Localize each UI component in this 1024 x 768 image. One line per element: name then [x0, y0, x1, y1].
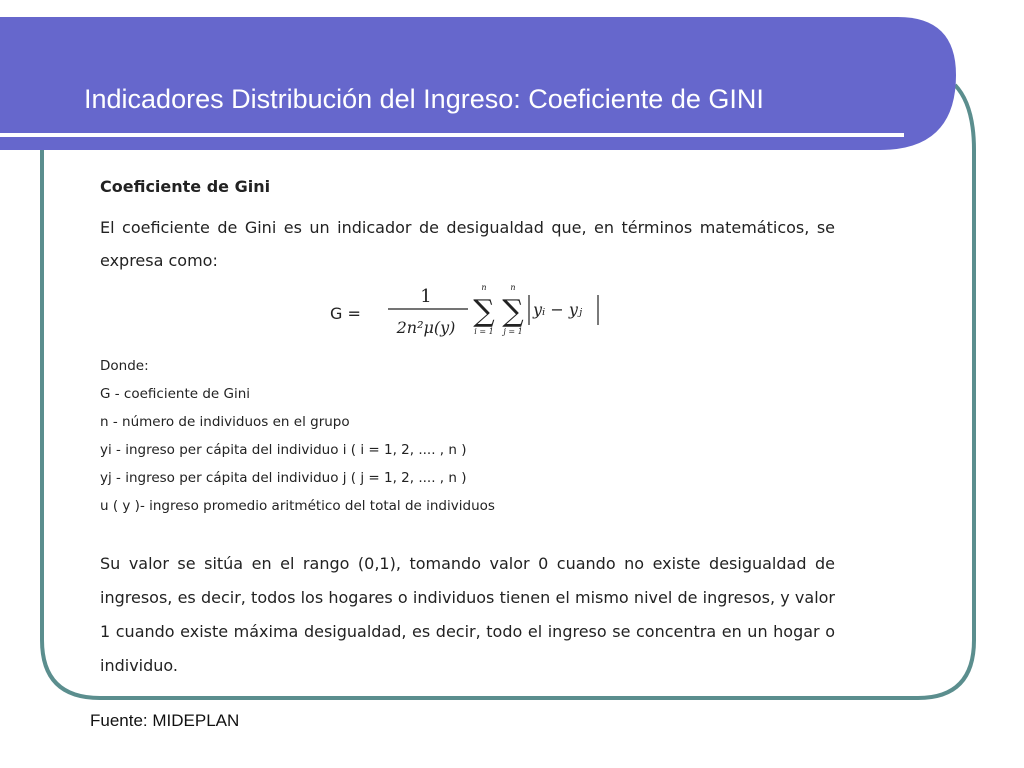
definitions-header: Donde:: [100, 358, 149, 374]
intro-paragraph: El coeficiente de Gini es un indicador de desigualdad que, en términos matemáticos, se expresa como:: [100, 218, 835, 270]
conclusion-paragraph: Su valor se sitúa en el rango (0,1), tomando valor 0 cuando no existe desigualdad de ingresos, es decir, todos los hogares o individuos tienen el mismo nivel de ingresos, y valor 1 cuando existe máxima desigualdad, es decir, todo el ingreso se concentra en un hogar o individuo.: [100, 554, 835, 675]
definition-item: n - número de individuos en el grupo: [100, 414, 350, 430]
sum-j-upper: n: [510, 283, 516, 292]
formula-numerator: 1: [420, 286, 432, 307]
definition-item: yj - ingreso per cápita del individuo j ( j = 1, 2, .... , n ): [100, 470, 467, 486]
definition-item: G - coeficiente de Gini: [100, 386, 251, 402]
formula-denominator: 2n²μ(y): [396, 318, 456, 337]
sum-i-symbol: ∑: [473, 294, 495, 329]
gini-formula: [330, 281, 620, 341]
formula-lhs: G =: [330, 304, 361, 323]
definition-item: u ( y )- ingreso promedio aritmético del total de individuos: [100, 498, 495, 514]
sum-i-lower: i = 1: [474, 327, 494, 336]
slide-title: Indicadores Distribución del Ingreso: Coeficiente de GINI: [84, 84, 764, 114]
sum-j-lower: j = 1: [503, 327, 523, 336]
source-caption: Fuente: MIDEPLAN: [90, 711, 240, 730]
section-heading: Coeficiente de Gini: [100, 177, 271, 196]
definition-item: yi - ingreso per cápita del individuo i ( i = 1, 2, .... , n ): [100, 442, 467, 458]
sum-j-symbol: ∑: [502, 294, 524, 329]
sum-i-upper: n: [481, 283, 487, 292]
definitions-list: [100, 352, 835, 520]
abs-expression: yᵢ − yⱼ: [533, 300, 583, 319]
